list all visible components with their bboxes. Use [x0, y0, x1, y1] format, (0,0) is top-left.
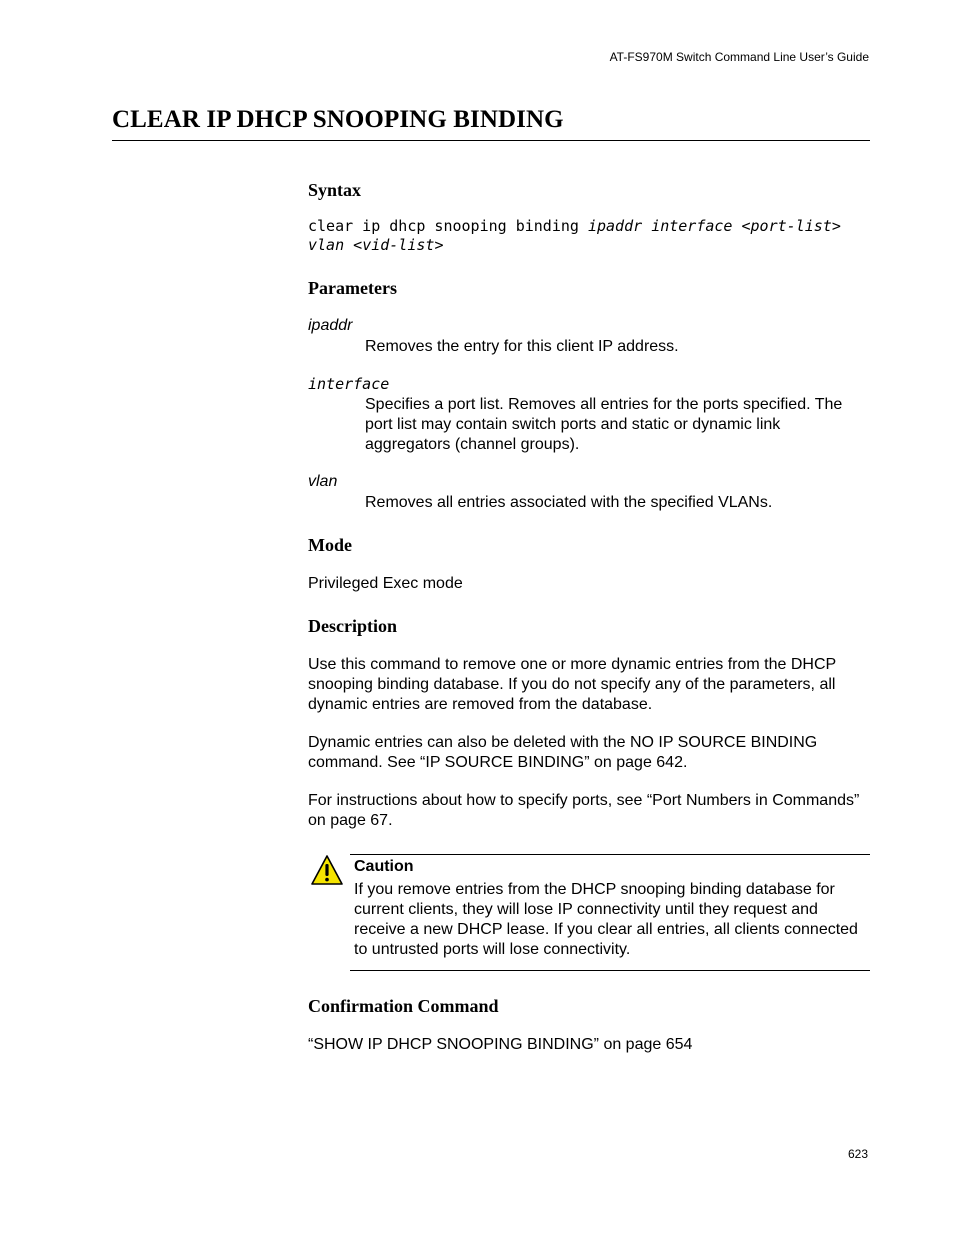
- mode-heading: Mode: [308, 535, 352, 555]
- caution-top-rule: [350, 854, 870, 855]
- page-title: CLEAR IP DHCP SNOOPING BINDING: [112, 106, 564, 133]
- param-ipaddr-description: Removes the entry for this client IP address.: [365, 338, 679, 355]
- param-ipaddr-name: ipaddr: [308, 317, 353, 334]
- syntax-code: [308, 217, 873, 255]
- param-interface-description: Specifies a port list. Removes all entries for the ports specified. The port list may contain switch ports and static or dynamic link aggregators (channel groups).: [365, 396, 843, 453]
- running-header: AT-FS970M Switch Command Line User’s Guide: [609, 50, 869, 64]
- param-vlan-name: vlan: [308, 473, 338, 490]
- syntax-heading: Syntax: [308, 180, 362, 200]
- title-rule: [112, 140, 870, 141]
- description-paragraph-1: Use this command to remove one or more dynamic entries from the DHCP snooping binding database. If you do not specify any of the parameters, all dynamic entries are removed from the database.: [308, 656, 836, 713]
- warning-triangle-icon: [310, 854, 344, 886]
- parameters-heading: Parameters: [308, 278, 397, 298]
- syntax-line-1: clear ip dhcp snooping binding ipaddr interface <port-list>: [308, 217, 841, 235]
- description-paragraph-3: For instructions about how to specify ports, see “Port Numbers in Commands” on page 67.: [308, 792, 860, 829]
- mode-text: Privileged Exec mode: [308, 575, 463, 592]
- description-paragraph-2: Dynamic entries can also be deleted with the NO IP SOURCE BINDING command. See “IP SOURCE BINDING” on page 642.: [308, 734, 818, 771]
- caution-heading: Caution: [354, 858, 414, 875]
- confirmation-link[interactable]: “SHOW IP DHCP SNOOPING BINDING” on page 654: [308, 1036, 693, 1053]
- caution-bottom-rule: [350, 970, 870, 971]
- caution-text: If you remove entries from the DHCP snooping binding database for current clients, they will lose IP connectivity until they request and receive a new DHCP lease. If you clear all entries, all clients connected to untrusted ports will lose connectivity.: [354, 881, 858, 958]
- page-number: 623: [847, 1147, 868, 1161]
- description-heading: Description: [308, 616, 397, 636]
- param-interface-name: interface: [308, 375, 390, 393]
- param-vlan-description: Removes all entries associated with the specified VLANs.: [365, 494, 773, 511]
- confirmation-heading: Confirmation Command: [308, 996, 499, 1016]
- syntax-line-2: vlan <vid-list>: [308, 236, 444, 254]
